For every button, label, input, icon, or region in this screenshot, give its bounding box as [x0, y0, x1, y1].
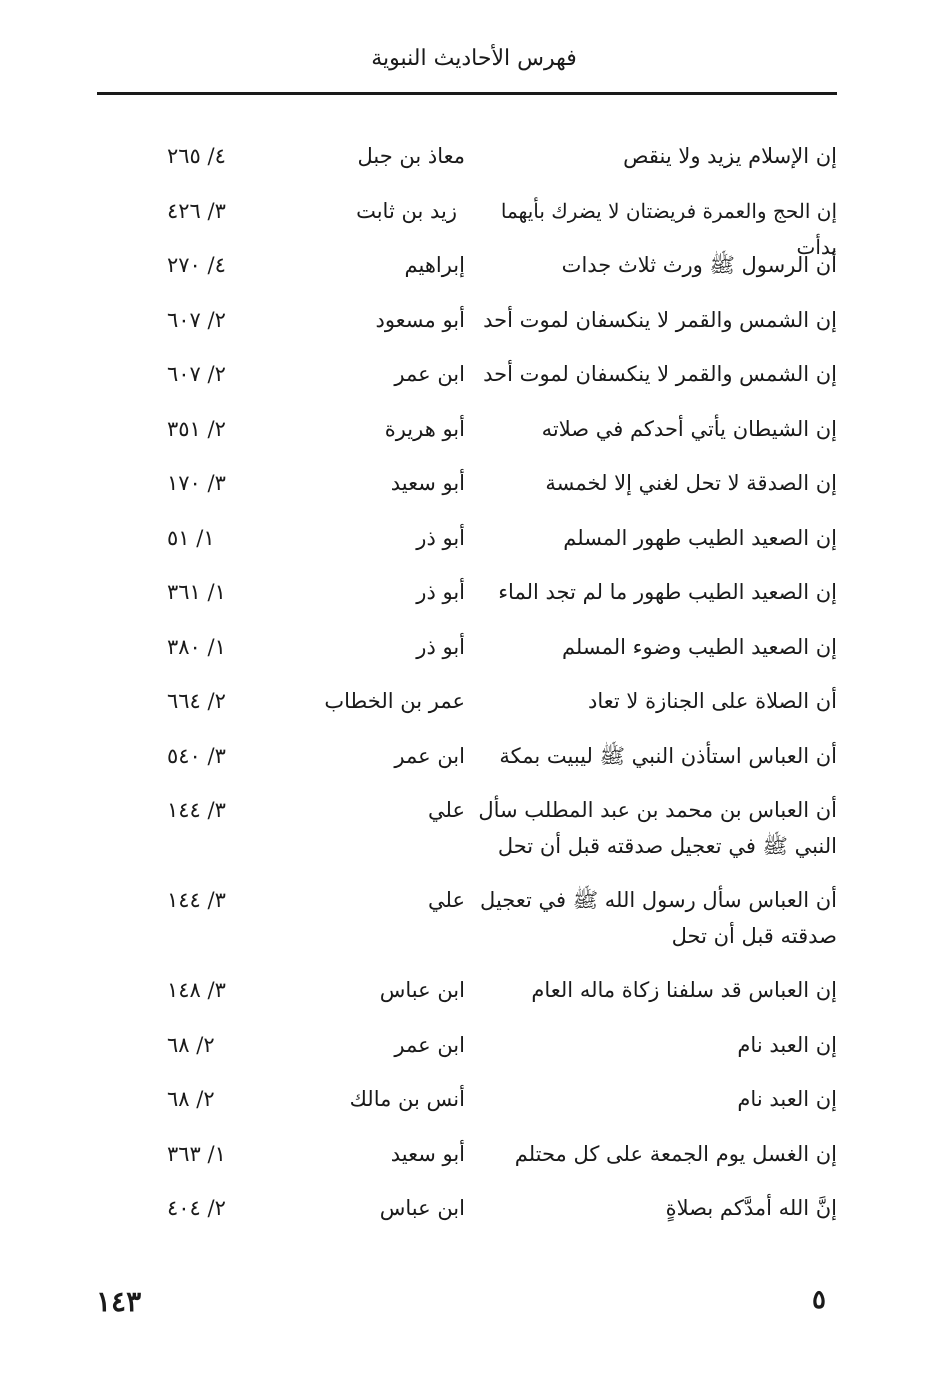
hadith-text: إن الصعيد الطيب طهور ما لم تجد الماء — [498, 580, 837, 604]
index-row — [97, 348, 837, 403]
index-row — [97, 294, 837, 349]
volume-page-ref: ٢/ ٦٨ — [167, 1087, 215, 1111]
narrator-name: ابن عمر — [394, 743, 465, 768]
hadith-text: إن العباس قد سلفنا زكاة ماله العام — [531, 978, 837, 1002]
narrator-name: ابن عباس — [379, 1196, 465, 1220]
index-row — [97, 185, 837, 259]
hadith-text: إن الإسلام يزيد ولا ينقص — [623, 144, 837, 168]
index-row — [97, 730, 837, 785]
hadith-text: إن العبد نام — [737, 1087, 837, 1111]
index-row — [97, 239, 837, 294]
page-number: ١٤٣ — [96, 1285, 142, 1318]
volume-page-ref: ١/ ٣٨٠ — [167, 634, 226, 659]
narrator-name: أبو سعيد — [390, 471, 465, 495]
volume-page-ref: ٢/ ٤٠٤ — [167, 1196, 226, 1220]
index-row — [97, 874, 837, 964]
hadith-text: إن الغسل يوم الجمعة على كل محتلم — [514, 1141, 837, 1166]
narrator-name: أنس بن مالك — [349, 1087, 465, 1111]
hadith-text: إن الشمس والقمر لا ينكسفان لموت أحد — [483, 362, 837, 386]
index-row — [97, 1182, 837, 1237]
volume-page-ref: ٢/ ٦٨ — [167, 1032, 215, 1057]
narrator-name: عمر بن الخطاب — [324, 689, 465, 713]
narrator-name: زيد بن ثابت — [356, 198, 457, 223]
narrator-name: أبو سعيد — [390, 1141, 465, 1166]
hadith-index-list — [97, 130, 837, 1237]
volume-page-ref: ١/ ٣٦١ — [167, 580, 226, 604]
hadith-text: إن الصدقة لا تحل لغني إلا لخمسة — [545, 471, 837, 495]
hadith-text: إن الصعيد الطيب وضوء المسلم — [561, 634, 837, 659]
index-row — [97, 130, 837, 185]
volume-page-ref: ٢/ ٦٠٧ — [167, 307, 226, 332]
narrator-name: أبو مسعود — [375, 307, 465, 332]
index-row — [97, 1073, 837, 1128]
hadith-text: إن الصعيد الطيب طهور المسلم — [563, 525, 837, 550]
volume-page-ref: ١/ ٥١ — [167, 525, 215, 550]
hadith-text: إنَّ الله أمدَّكم بصلاةٍ — [665, 1196, 837, 1220]
hadith-text: أن العباس سأل رسول الله ﷺ في تعجيل صدقته قبل أن تحل — [480, 888, 837, 948]
volume-page-ref: ٣/ ٤٢٦ — [167, 198, 226, 223]
volume-page-ref: ٣/ ١٤٨ — [167, 978, 226, 1002]
hadith-text: إن الشمس والقمر لا ينكسفان لموت أحد — [483, 307, 837, 332]
volume-page-ref: ٢/ ٦٠٧ — [167, 362, 226, 386]
hadith-text: أن العباس استأذن النبي ﷺ ليبيت بمكة — [499, 743, 837, 768]
volume-page-ref: ١/ ٣٦٣ — [167, 1141, 226, 1166]
index-row — [97, 621, 837, 676]
hadith-text: أن الرسول ﷺ ورث ثلاث جدات — [561, 253, 837, 277]
volume-page-ref: ٢/ ٦٦٤ — [167, 689, 226, 713]
narrator-name: علي — [428, 888, 465, 912]
hadith-text: أن العباس بن محمد بن عبد المطلب سأل النبي ﷺ في تعجيل صدقته قبل أن تحل — [478, 798, 837, 858]
narrator-name: ابن عباس — [379, 978, 465, 1002]
narrator-name: أبو ذر — [416, 634, 465, 659]
header-rule — [97, 92, 837, 95]
volume-page-ref: ٣/ ١٤٤ — [167, 798, 226, 822]
volume-page-ref: ٣/ ١٧٠ — [167, 471, 226, 495]
volume-page-ref: ٤/ ٢٧٠ — [167, 253, 226, 277]
narrator-name: علي — [428, 798, 465, 822]
narrator-name: ابن عمر — [394, 1032, 465, 1057]
narrator-name: معاذ بن جبل — [357, 144, 465, 168]
index-row — [97, 566, 837, 621]
hadith-text: إن الشيطان يأتي أحدكم في صلاته — [541, 416, 837, 441]
volume-page-ref: ٣/ ٥٤٠ — [167, 743, 226, 768]
hadith-text: إن الحج والعمرة فريضتان لا يضرك بأيهما بدأت — [500, 198, 837, 259]
section-number: ٥ — [812, 1285, 826, 1315]
volume-page-ref: ٤/ ٢٦٥ — [167, 144, 226, 168]
index-row — [97, 1019, 837, 1074]
index-row — [97, 512, 837, 567]
index-row — [97, 1128, 837, 1183]
index-row — [97, 675, 837, 730]
volume-page-ref: ٣/ ١٤٤ — [167, 888, 226, 912]
narrator-name: أبو ذر — [416, 580, 465, 604]
index-row — [97, 784, 837, 874]
page-title: فهرس الأحاديث النبوية — [371, 46, 577, 71]
narrator-name: أبو ذر — [416, 525, 465, 550]
index-row — [97, 457, 837, 512]
index-row — [97, 403, 837, 458]
narrator-name: إبراهيم — [404, 253, 465, 277]
hadith-text: أن الصلاة على الجنازة لا تعاد — [588, 689, 837, 713]
volume-page-ref: ٢/ ٣٥١ — [167, 416, 226, 441]
index-row — [97, 964, 837, 1019]
hadith-text: إن العبد نام — [737, 1032, 837, 1057]
narrator-name: أبو هريرة — [384, 416, 465, 441]
narrator-name: ابن عمر — [394, 362, 465, 386]
